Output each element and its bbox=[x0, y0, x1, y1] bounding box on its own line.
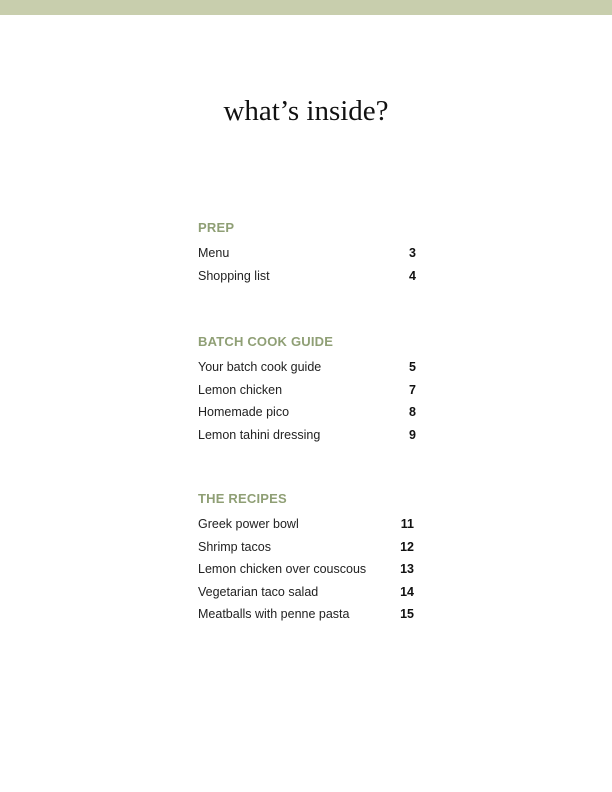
toc-item-label: Lemon chicken over couscous bbox=[198, 562, 367, 576]
toc-item[interactable] bbox=[198, 356, 416, 379]
toc-item-label: Meatballs with penne pasta bbox=[198, 607, 350, 621]
page-title: what’s inside? bbox=[223, 95, 389, 127]
toc-item-page: 9 bbox=[409, 427, 416, 442]
toc-item-label: Shrimp tacos bbox=[198, 539, 271, 554]
toc-item[interactable] bbox=[198, 513, 416, 536]
toc-item-page: 4 bbox=[409, 268, 416, 283]
toc-item-page: 3 bbox=[409, 246, 416, 260]
toc-item-label: Homemade pico bbox=[198, 405, 290, 419]
toc-item-label: Lemon tahini dressing bbox=[198, 427, 321, 442]
toc-item-page: 11 bbox=[400, 517, 414, 531]
toc-section-prep bbox=[198, 219, 416, 287]
section-heading-batch-cook-guide: BATCH COOK GUIDE bbox=[198, 334, 334, 349]
toc-item-label: Menu bbox=[198, 246, 230, 260]
toc-section-recipes bbox=[198, 490, 416, 626]
toc-item-page: 13 bbox=[400, 562, 414, 576]
toc-item-page: 5 bbox=[409, 360, 416, 374]
toc-item[interactable] bbox=[198, 558, 416, 581]
toc-item[interactable] bbox=[198, 379, 416, 402]
toc-item-label: Lemon chicken bbox=[198, 382, 283, 397]
toc-item-page: 14 bbox=[400, 584, 414, 599]
toc-item[interactable] bbox=[198, 603, 416, 626]
toc-item[interactable] bbox=[198, 265, 416, 288]
toc-item-label: Greek power bowl bbox=[198, 517, 299, 531]
toc-section-batch-cook-guide bbox=[198, 333, 416, 446]
toc-item[interactable] bbox=[198, 581, 416, 604]
toc-item-label: Your batch cook guide bbox=[198, 360, 322, 374]
toc-item-page: 15 bbox=[400, 607, 414, 621]
toc-item-page: 12 bbox=[400, 539, 414, 554]
toc-item[interactable] bbox=[198, 242, 416, 265]
toc-item-page: 8 bbox=[409, 405, 416, 419]
toc-item[interactable] bbox=[198, 401, 416, 424]
section-heading-prep: PREP bbox=[198, 220, 235, 235]
toc-item[interactable] bbox=[198, 536, 416, 559]
top-accent-band bbox=[0, 0, 612, 15]
section-heading-recipes: THE RECIPES bbox=[198, 491, 287, 506]
toc-item-label: Shopping list bbox=[198, 268, 270, 283]
toc-item[interactable] bbox=[198, 424, 416, 447]
toc-item-label: Vegetarian taco salad bbox=[198, 584, 319, 599]
toc-item-page: 7 bbox=[409, 382, 416, 397]
